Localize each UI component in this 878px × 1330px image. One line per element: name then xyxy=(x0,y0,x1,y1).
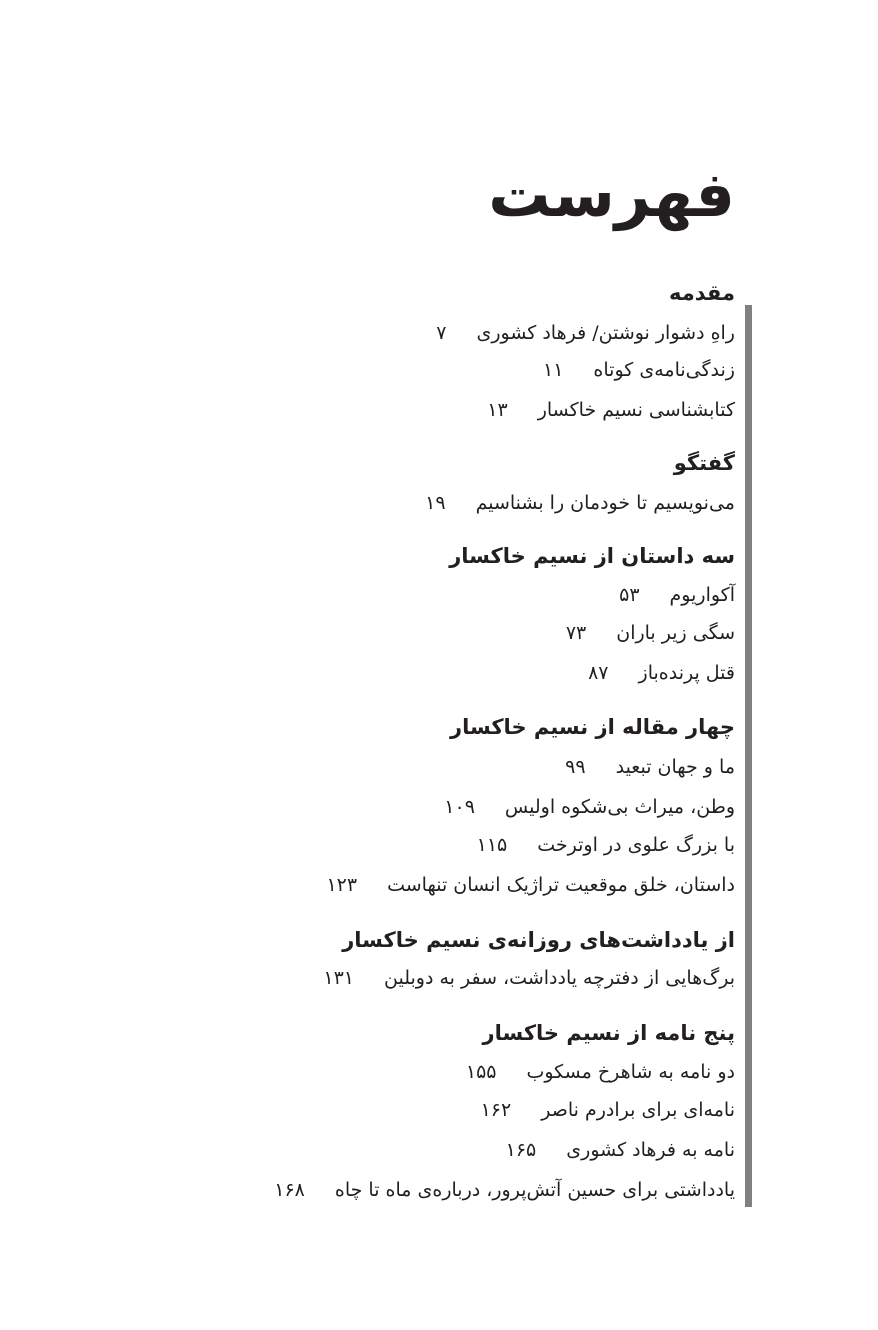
section-heading: پنج نامه از نسیم خاکسار xyxy=(482,1021,735,1045)
page-number: ۹۹ xyxy=(565,756,586,778)
entry-title: ما و جهان تبعید xyxy=(615,756,735,778)
toc-entry[interactable] xyxy=(466,1055,735,1089)
section-heading: گفتگو xyxy=(673,451,735,475)
entry-title: سگی زیر باران xyxy=(616,622,735,644)
page-title: فهرست xyxy=(488,158,735,231)
entry-title: آکواریوم xyxy=(669,584,735,606)
toc-entry[interactable] xyxy=(619,578,735,612)
entry-title: می‌نویسیم تا خودمان را بشناسیم xyxy=(475,492,735,514)
page-number: ۱۲۳ xyxy=(326,874,358,896)
page-number: ۱۹ xyxy=(425,492,446,514)
toc-entry[interactable] xyxy=(326,868,735,902)
entry-title: با بزرگ علوی در اوترخت xyxy=(537,834,735,856)
page-number: ۱۶۵ xyxy=(505,1139,537,1161)
page-number: ۱۶۲ xyxy=(480,1099,512,1121)
toc-entry[interactable] xyxy=(274,1173,735,1207)
toc-entry[interactable] xyxy=(506,1133,735,1167)
toc-entry[interactable] xyxy=(487,393,735,427)
toc-entry[interactable] xyxy=(588,656,735,690)
page-number: ۱۱ xyxy=(543,359,564,381)
toc-entry[interactable] xyxy=(444,790,735,824)
page-number: ۱۰۹ xyxy=(444,796,475,818)
section-heading: سه داستان از نسیم خاکسار xyxy=(449,544,735,568)
entry-title: راهِ دشوار نوشتن/ فرهاد کشوری xyxy=(476,322,735,344)
entry-title: نامه به فرهاد کشوری xyxy=(566,1139,735,1161)
entry-title: نامه‌ای برای برادرم ناصر xyxy=(541,1099,735,1121)
toc-entry[interactable] xyxy=(481,1093,735,1127)
toc-entry[interactable] xyxy=(477,828,735,862)
page-number: ۵۳ xyxy=(619,584,640,606)
page-number: ۱۳ xyxy=(487,399,508,421)
page-number: ۱۵۵ xyxy=(465,1061,497,1083)
section-heading: مقدمه xyxy=(669,281,735,305)
page-number: ۷ xyxy=(436,322,447,344)
toc-entry[interactable] xyxy=(543,353,735,387)
entry-title: وطن، میراث بی‌شکوه اولیس xyxy=(504,796,735,818)
entry-title: کتابشناسی نسیم خاکسار xyxy=(537,399,735,421)
section-heading: چهار مقاله از نسیم خاکسار xyxy=(450,715,735,739)
entry-title: برگ‌هایی از دفترچه یادداشت، سفر به دوبلین xyxy=(384,967,735,989)
entry-title: یادداشتی برای حسین آتش‌پرور، درباره‌ی ماه تا چاه xyxy=(334,1179,735,1201)
entry-title: دو نامه به شاهرخ مسکوب xyxy=(526,1061,735,1083)
toc-entry[interactable] xyxy=(566,616,735,650)
entry-title: زندگی‌نامه‌ی کوتاه xyxy=(593,359,735,381)
toc-entry[interactable] xyxy=(425,486,735,520)
toc-entry[interactable] xyxy=(565,750,735,784)
page-number: ۱۳۱ xyxy=(323,967,355,989)
page-number: ۷۳ xyxy=(565,622,587,644)
page-number: ۸۷ xyxy=(588,662,609,684)
section-heading: از یادداشت‌های روزانه‌ی نسیم خاکسار xyxy=(342,928,735,952)
page-number: ۱۶۸ xyxy=(274,1179,305,1201)
toc-entry[interactable] xyxy=(436,316,735,350)
entry-title: داستان، خلق موقعیت تراژیک انسان تنهاست xyxy=(387,874,735,896)
page-number: ۱۱۵ xyxy=(476,834,508,856)
toc-side-rule xyxy=(745,305,752,1207)
entry-title: قتل پرنده‌باز xyxy=(638,662,735,684)
toc-entry[interactable] xyxy=(323,961,735,995)
